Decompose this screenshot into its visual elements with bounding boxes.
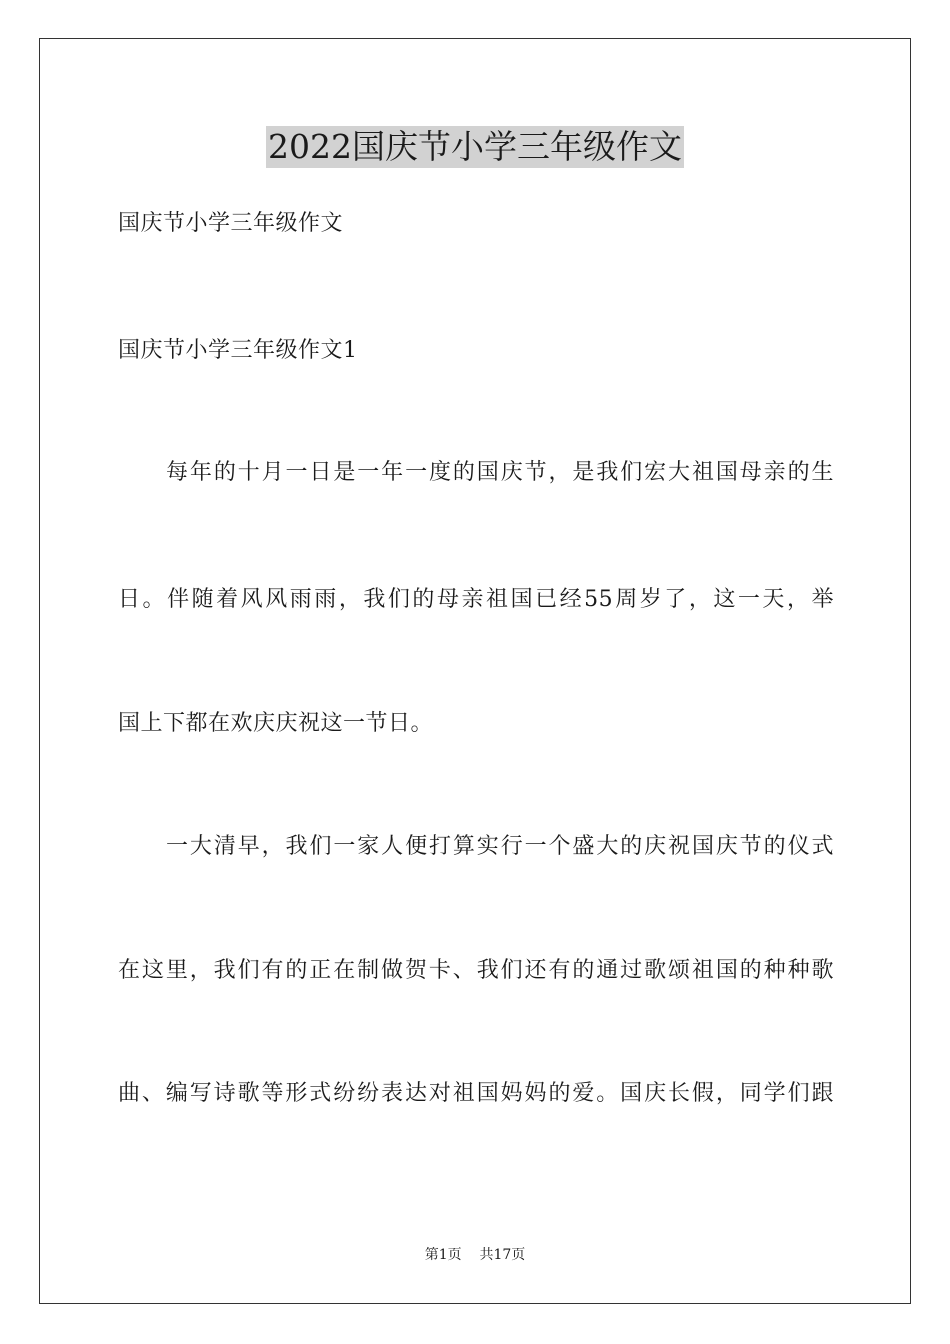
paragraph-line: 一大清早，我们一家人便打算实行一个盛大的庆祝国庆节的仪式 xyxy=(166,834,834,859)
title-container xyxy=(0,126,950,168)
page-footer xyxy=(0,1246,950,1264)
paragraph-line: 在这里，我们有的正在制做贺卡、我们还有的通过歌颂祖国的种种歌 xyxy=(118,958,834,983)
footer-total-pages: 17 xyxy=(493,1247,512,1263)
footer-total-suffix: 页 xyxy=(511,1247,526,1263)
footer-total-prefix: 共 xyxy=(479,1247,494,1263)
footer-page-prefix: 第 xyxy=(424,1247,439,1263)
document-subtitle: 国庆节小学三年级作文 xyxy=(118,211,344,236)
paragraph-line: 日。伴随着风风雨雨，我们的母亲祖国已经55周岁了，这一天，举 xyxy=(118,587,834,612)
document-title: 2022国庆节小学三年级作文 xyxy=(268,127,682,166)
paragraph-line: 每年的十月一日是一年一度的国庆节，是我们宏大祖国母亲的生 xyxy=(166,460,834,485)
paragraph-line: 国上下都在欢庆庆祝这一节日。 xyxy=(118,711,434,736)
footer-page-number: 1 xyxy=(438,1247,448,1263)
footer-page-suffix: 页 xyxy=(447,1247,462,1263)
section-heading: 国庆节小学三年级作文1 xyxy=(118,338,358,363)
paragraph-line: 曲、编写诗歌等形式纷纷表达对祖国妈妈的爱。国庆长假，同学们跟 xyxy=(118,1081,834,1106)
